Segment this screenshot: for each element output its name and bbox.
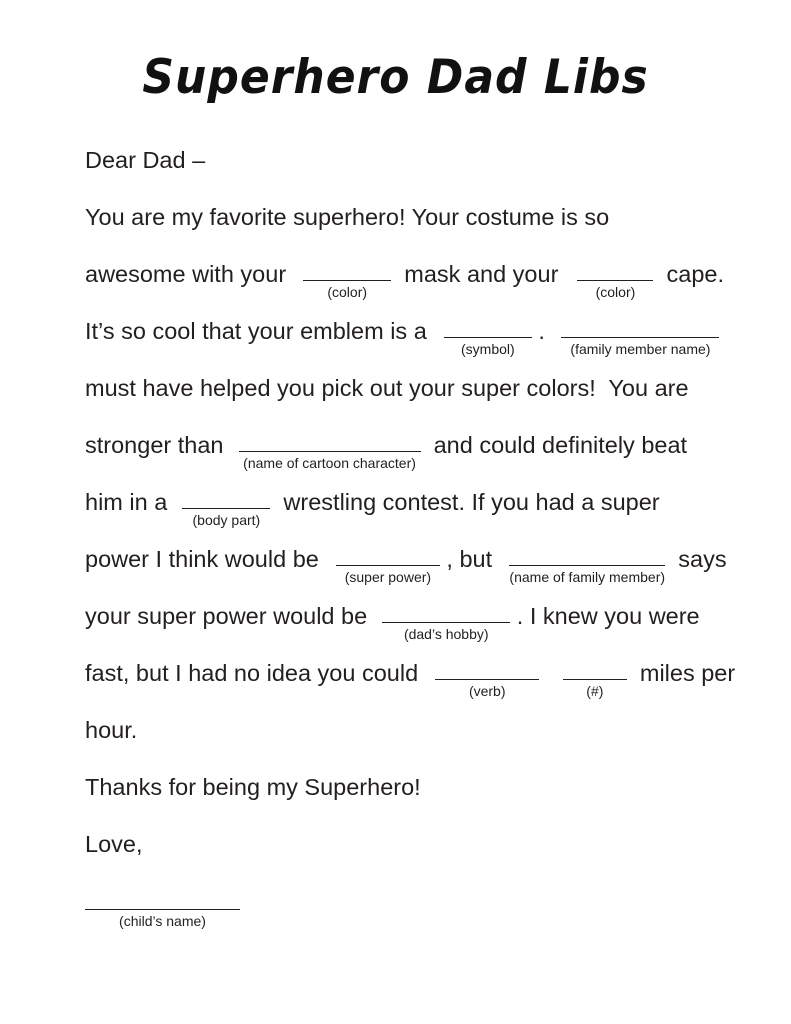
blank-underline (239, 430, 421, 452)
blank-body-part[interactable] (182, 487, 270, 528)
letter-text: . I knew you were (516, 603, 700, 629)
closing-line: Love, (85, 831, 143, 857)
letter-text: your super power would be (85, 603, 374, 629)
letter-line-9 (85, 658, 736, 699)
blank-cartoon-character[interactable] (239, 430, 421, 471)
letter-text: says (671, 546, 727, 572)
letter-line-10 (85, 715, 137, 745)
blank-color-2[interactable] (577, 259, 653, 300)
blank-underline (382, 601, 510, 623)
letter-text: wrestling contest. If you had a super (276, 489, 660, 515)
blank-number[interactable] (563, 658, 627, 699)
blank-underline (182, 487, 270, 509)
letter-line-6 (85, 487, 660, 528)
blank-hint: (body part) (192, 512, 261, 528)
blank-family-member[interactable] (509, 544, 666, 585)
blank-hint: (symbol) (461, 341, 515, 357)
letter-text: miles per (633, 660, 736, 686)
blank-underline (336, 544, 440, 566)
letter-text: hour. (85, 717, 138, 743)
letter-text: mask and your (397, 261, 565, 287)
letter-line-4 (85, 373, 689, 403)
blank-underline (85, 888, 240, 910)
blank-symbol[interactable] (444, 316, 532, 357)
letter-text: power I think would be (85, 546, 326, 572)
letter-text: must have helped you pick out your super colors! You are (85, 375, 689, 401)
letter-text: him in a (85, 489, 174, 515)
letter-text: It’s so cool that your emblem is a (85, 318, 434, 344)
blank-underline (444, 316, 532, 338)
letter-text: fast, but I had no idea you could (85, 660, 425, 686)
blank-underline (577, 259, 653, 281)
letter-text: awesome with your (85, 261, 293, 287)
blank-hint: (name of family member) (509, 569, 666, 585)
blank-verb[interactable] (435, 658, 539, 699)
blank-underline (509, 544, 665, 566)
letter-text: You are my favorite superhero! Your costume is so (85, 204, 610, 230)
letter-text: stronger than (85, 432, 231, 458)
blank-hint: (family member name) (570, 341, 711, 357)
blank-underline (561, 316, 719, 338)
blank-hint: (child’s name) (119, 913, 206, 929)
letter-text: cape. (659, 261, 725, 287)
letter-line-5 (85, 430, 688, 471)
blank-hint: (name of cartoon character) (243, 455, 416, 471)
blank-underline (303, 259, 391, 281)
blank-hint: (dad’s hobby) (403, 626, 489, 642)
thanks-line: Thanks for being my Superhero! (85, 774, 421, 800)
letter-line-7 (85, 544, 727, 585)
letter-text: and could definitely beat (427, 432, 688, 458)
letter-line-3 (85, 316, 719, 357)
letter-text: , but (446, 546, 499, 572)
letter-line-1 (85, 202, 609, 232)
blank-hint: (super power) (344, 569, 432, 585)
blank-family-member-name[interactable] (561, 316, 719, 357)
blank-hint: (verb) (468, 683, 506, 699)
page-title: Superhero Dad Libs (142, 49, 649, 106)
blank-hint: (#) (586, 683, 604, 699)
blank-color-1[interactable] (303, 259, 391, 300)
letter-line-8 (85, 601, 700, 642)
blank-underline (435, 658, 539, 680)
blank-super-power[interactable] (336, 544, 440, 585)
signature-line (85, 888, 240, 929)
blank-underline (563, 658, 627, 680)
letter-line-2 (85, 259, 725, 300)
salutation: Dear Dad – (85, 147, 206, 173)
letter-text: . (538, 318, 545, 344)
blank-childs-name[interactable] (85, 888, 240, 929)
blank-dads-hobby[interactable] (382, 601, 510, 642)
blank-hint: (color) (327, 284, 368, 300)
blank-hint: (color) (595, 284, 636, 300)
